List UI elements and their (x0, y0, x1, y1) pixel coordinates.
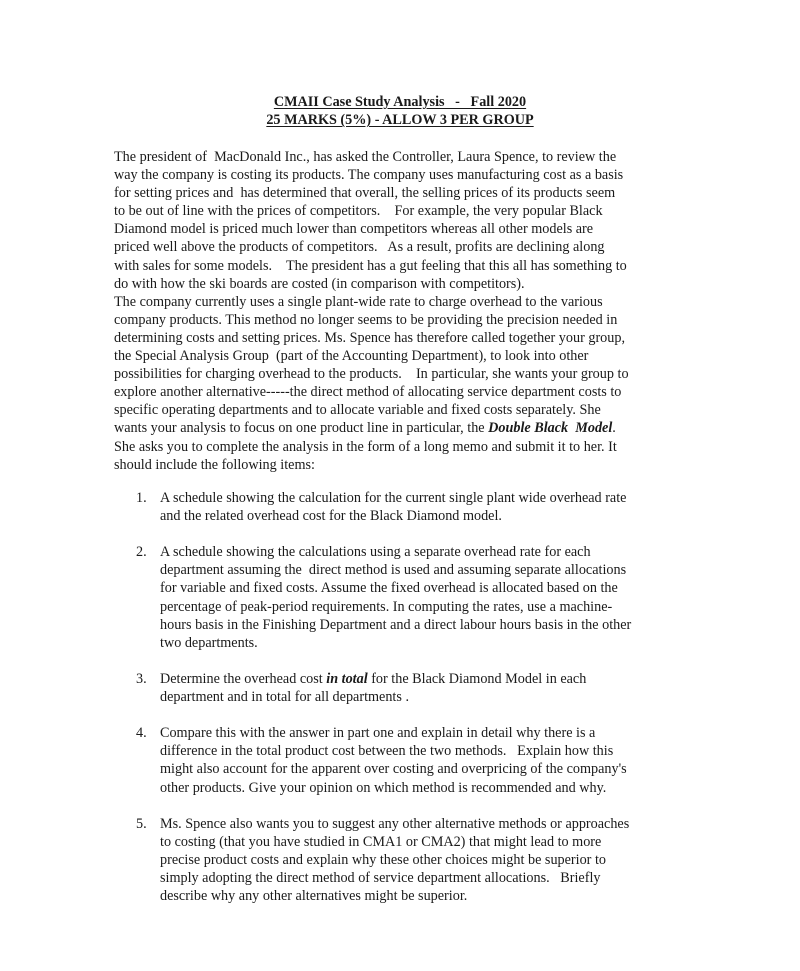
item-line: A schedule showing the calculations using a separate overhead rate for each (160, 544, 591, 561)
assignment-paragraph (114, 293, 686, 474)
item-line: A schedule showing the calculation for the current single plant wide overhead rate (160, 490, 627, 506)
list-item (136, 489, 696, 525)
list-item (136, 724, 696, 796)
document-title: CMAII Case Study Analysis - Fall 2020 (273, 94, 527, 110)
item-number: 3. (136, 670, 147, 687)
item-line: Compare this with the answer in part one and explain in detail why there is a (160, 725, 596, 742)
paragraph-line: with sales for some models. The president has a gut feeling that this all has something to (114, 257, 627, 274)
item-line: simply adopting the direct method of service department allocations. Briefly (160, 869, 601, 886)
paragraph-line: way the company is costing its products. The company uses manufacturing cost as a basis (114, 167, 624, 184)
paragraph-line: possibilities for charging overhead to the products. In particular, she wants your group to (114, 366, 629, 383)
paragraph-line: specific operating departments and to allocate variable and fixed costs separately. She (114, 402, 601, 419)
intro-paragraph (114, 148, 686, 293)
item-line: precise product costs and explain why these other choices might be superior to (160, 851, 606, 868)
item-line: and the related overhead cost for the Black Diamond model. (160, 508, 502, 525)
paragraph-line: She asks you to complete the analysis in the form of a long memo and submit it to her. It (114, 438, 617, 455)
product-emphasis: Double Black Model (488, 420, 613, 437)
item-line: to costing (that you have studied in CMA1 or CMA2) that might lead to more (160, 833, 602, 850)
paragraph-line: explore another alternative-----the direct method of allocating service department costs to (114, 384, 622, 401)
item-number: 4. (136, 725, 147, 742)
in-total-emphasis: in total (326, 670, 368, 687)
item-line: other products. Give your opinion on which method is recommended and why. (160, 779, 607, 796)
line-text: Determine the overhead cost (160, 670, 327, 687)
paragraph-line: The president of MacDonald Inc., has asked the Controller, Laura Spence, to review the (114, 149, 617, 165)
item-line: for variable and fixed costs. Assume the fixed overhead is allocated based on the (160, 580, 618, 597)
requirements-list (136, 489, 696, 923)
paragraph-line: should include the following items: (114, 456, 315, 473)
item-line: department and in total for all departments . (160, 689, 409, 706)
paragraph-line: priced well above the products of competitors. As a result, profits are declining along (114, 239, 605, 256)
paragraph-line: Diamond model is priced much lower than competitors whereas all other models are (114, 221, 594, 238)
list-item (136, 670, 696, 706)
document-header (0, 93, 800, 129)
item-line: department assuming the direct method is used and assuming separate allocations (160, 562, 627, 579)
line-text: wants your analysis to focus on one product line in particular, the (114, 420, 489, 437)
list-item (136, 815, 696, 905)
item-line: describe why any other alternatives might be superior. (160, 888, 468, 905)
paragraph-line: do with how the ski boards are costed (in comparison with competitors). (114, 275, 525, 292)
item-number: 1. (136, 490, 147, 506)
paragraph-line: The company currently uses a single plant-wide rate to charge overhead to the various (114, 293, 603, 310)
item-line: might also account for the apparent over costing and overpricing of the company's (160, 761, 627, 778)
marks-subtitle: 25 MARKS (5%) - ALLOW 3 PER GROUP (266, 112, 534, 128)
item-line: difference in the total product cost between the two methods. Explain how this (160, 743, 614, 760)
paragraph-line (114, 419, 686, 437)
item-line: two departments. (160, 634, 258, 651)
paragraph-line: the Special Analysis Group (part of the Accounting Department), to look into other (114, 348, 589, 365)
paragraph-line: company products. This method no longer seems to be providing the precision needed in (114, 311, 618, 328)
paragraph-line: for setting prices and has determined that overall, the selling prices of its products seem (114, 185, 616, 202)
item-line: hours basis in the Finishing Department and a direct labour hours basis in the other (160, 616, 632, 633)
item-line: percentage of peak-period requirements. In computing the rates, use a machine- (160, 598, 613, 615)
memo-body (114, 148, 686, 474)
line-text: . (612, 420, 616, 437)
line-text: for the Black Diamond Model in each (367, 670, 587, 687)
item-number: 5. (136, 815, 147, 832)
paragraph-line: determining costs and setting prices. Ms. Spence has therefore called together your group, (114, 329, 625, 346)
item-line (160, 670, 696, 688)
item-number: 2. (136, 544, 147, 561)
item-line: Ms. Spence also wants you to suggest any other alternative methods or approaches (160, 815, 630, 832)
list-item (136, 543, 696, 652)
paragraph-line: to be out of line with the prices of competitors. For example, the very popular Black (114, 203, 603, 220)
